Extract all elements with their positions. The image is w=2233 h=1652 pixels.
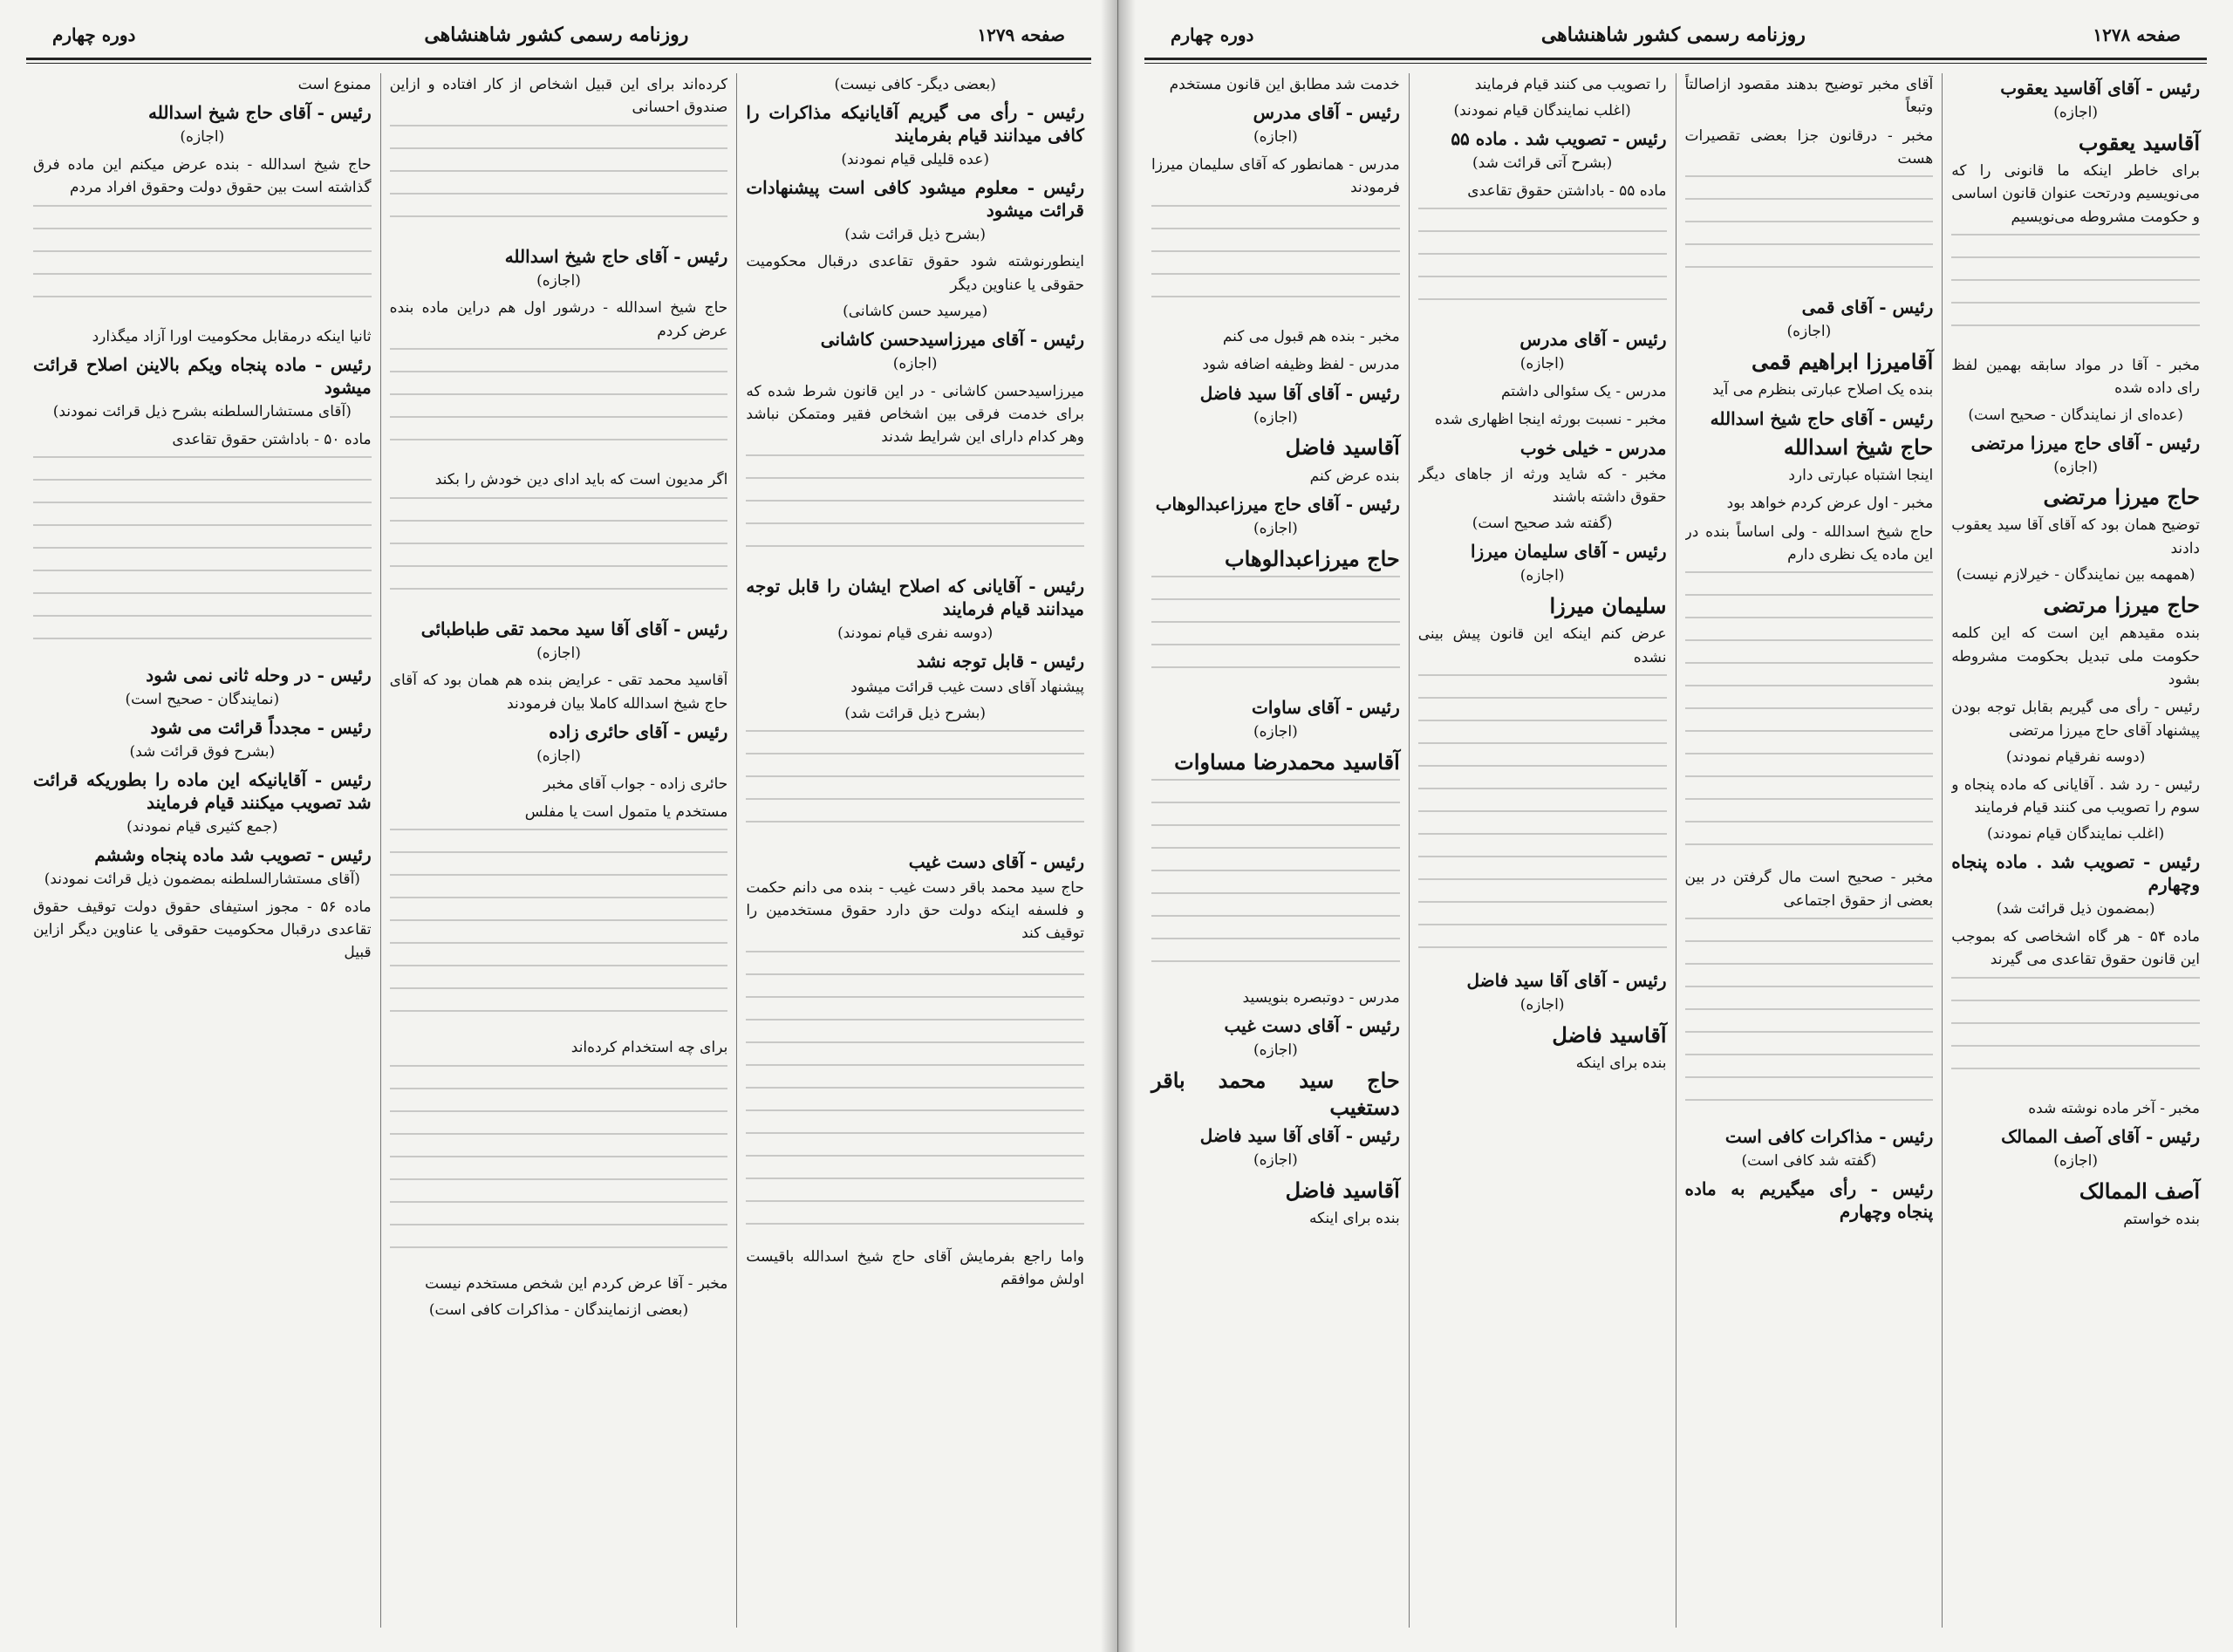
page-header [1118,16,2233,54]
paragraph: اینجا اشتباه عبارتی دارد [1788,466,1934,484]
speaker-line: رئیس - آقای مدرس [1253,102,1400,124]
paragraph: اینطورنوشته شود حقوق تقاعدی درقبال محکومیت حقوقی یا عناوین دیگر [746,253,1084,294]
speaker-name: آقاسید فاضل [1285,1178,1400,1204]
audience-note: (آقای مستشارالسلطنه بشرح ذیل قرائت نمودند) [52,403,352,421]
speaker-line: رئیس - آقای آقا سید فاضل [1466,969,1667,991]
columns [1143,73,2209,1628]
speaker-line: رئیس - آقای حاج شیخ اسدالله [504,245,728,267]
speaker-name: حاج شیخ اسدالله [1783,433,1934,460]
paragraph: آقاسید محمد تقی - عرایض بنده هم همان بود که آقای حاج شیخ اسدالله کاملا بیان فرمودند [389,672,728,713]
speaker-name: آقامیرزا ابراهیم قمی [1752,349,1934,375]
paragraph: ماده ۵۰ - باداشتن حقوق تقاعدی [172,430,372,448]
paragraph: رئیس - رد شد . آقایانی که ماده پنجاه و سوم را تصویب می کنند قیام فرمایند [1951,775,2200,817]
speaker-line: رئیس - در وحله ثانی نمی شود [146,665,372,686]
speaker-line: رئیس - تصویب شد . ماده ۵۵ [1451,128,1667,150]
paragraph: رئیس - رأی می گیریم بقابل توجه بودن پیشنهاد آقای حاج میرزا مرتضی [1951,699,2200,740]
text-block [1418,674,1667,962]
header-rule [26,58,1091,60]
speaker-name: حاج میرزاعبدالوهاب [1225,545,1400,571]
paragraph: میرزاسیدحسن کاشانی - در این قانون شرط شده که برای خدمت فرقی بین اشخاص فقیر ومتمکن نباشد وهر کدام دارای این شرایط شدند [746,382,1084,447]
audience-note: (دوسه نفری قیام نمودند) [837,624,994,642]
audience-note: (اجازه) [2053,1151,2099,1170]
text-block [1151,205,1400,318]
paragraph: مخبر - که شاید ورثه از جاهای دیگر حقوق داشته باشند [1417,465,1667,507]
paragraph: مخبر - نسبت بورثه اینجا اظهاری شده [1434,411,1667,429]
speaker-line: رئیس - آقای آقا سید فاضل [1199,382,1400,404]
speaker-line: رئیس - رأی میگیریم به ماده پنجاه وچهارم [1684,1178,1934,1222]
paragraph: اگر مدیون است که باید ادای دین خودش را بکند [434,471,728,489]
page-header [0,16,1117,54]
text-block [390,497,728,611]
audience-note: (اجازه) [2053,458,2099,476]
text-block [1951,234,2200,347]
audience-note: (اجازه) [1253,1151,1298,1170]
audience-note: (نمایندگان - صحیح است) [125,691,280,709]
page-number: صفحه ۱۲۷۹ [977,24,1065,45]
paragraph: توضیح همان بود که آقای آقا سید یعقوب دادند [1951,516,2200,557]
speaker-line: رئیس - مجدداً قرائت می شود [150,717,372,739]
audience-note: (میرسید حسن کاشانی) [843,303,988,321]
audience-note: (بعضی دیگر- کافی نیست) [834,76,996,93]
paragraph: مخبر - بنده هم قبول می کنم [1222,327,1400,345]
columns [24,73,1093,1628]
paragraph: بنده خواستم [2123,1210,2200,1228]
text-block [1685,918,1934,1118]
speaker-line: رئیس - آقای آقا سید فاضل [1199,1125,1400,1147]
speaker-line: رئیس - آقای حاج شیخ اسدالله [1710,407,1934,429]
paragraph: حاج شیخ اسدالله - درشور اول هم دراین ماده بنده عرض کردم [389,299,728,340]
paragraph: بنده برای اینکه [1309,1210,1400,1228]
audience-note: (بشرح فوق قرائت شد) [129,743,276,761]
speaker-line: رئیس - آقایانی که اصلاح ایشان را قابل توجه میدانند قیام فرمایند [746,575,1084,619]
column-4 [1143,73,1409,1628]
audience-note: (اجازه) [1253,128,1298,147]
speaker-line: رئیس - آقای دست غیب [908,850,1084,872]
text-block [1151,576,1400,689]
audience-note: (گفته شد کافی است) [1741,1151,1877,1170]
column-1 [736,73,1093,1628]
paragraph: مخبر - اول عرض کردم خواهد بود [1726,495,1934,513]
paragraph: مخبر - درقانون جزا بعضی تقصیرات هست [1684,126,1934,168]
speaker-line: رئیس - آقای حائری زاده [549,721,728,742]
audience-note: (آقای مستشارالسلطنه بمضمون ذیل قرائت نمودند) [44,870,360,888]
audience-note: (بشرح آتی قرائت شد) [1472,154,1613,173]
speaker-name: آقاسید فاضل [1552,1021,1667,1048]
audience-note: (عده‌ای از نمایندگان - صحیح است) [1968,406,2183,424]
audience-note: (اجازه) [2053,104,2099,121]
audience-note: (اغلب نمایندگان قیام نمودند) [1987,825,2165,843]
audience-note: (اجازه) [1519,567,1565,585]
audience-note: (اجازه) [1519,355,1565,373]
paragraph: مستخدم یا متمول است یا مفلس [524,803,728,822]
paragraph: بنده برای اینکه [1575,1054,1667,1072]
speaker-line: رئیس - مذاکرات کافی است [1724,1125,1934,1147]
speaker-line: رئیس - آقای حاج میرزا مرتضی [1970,432,2200,454]
text-block [390,125,728,238]
header-rule-thin [26,63,1091,64]
column-1 [1942,73,2209,1628]
paragraph: ممنوع است [297,76,372,93]
speaker-line: رئیس - آقای قمی [1801,297,1934,318]
audience-note: (اجازه) [1786,323,1832,341]
audience-note: (بشرح ذیل قرائت شد) [844,225,987,243]
audience-note: (همهمه بین نمایندگان - خیرلازم نیست) [1956,566,2195,584]
audience-note: (جمع کثیری قیام نمودند) [126,817,278,836]
right-page [1118,0,2233,1652]
paragraph: مخبر - آخر ماده نوشته شده [2028,1099,2200,1117]
paragraph: را تصویب می کنند قیام فرمایند [1474,76,1667,93]
text-block [33,205,372,318]
audience-note: (اجازه) [1253,408,1298,427]
speaker-name: حاج میرزا مرتضی [2043,591,2200,618]
paragraph: خدمت شد مطابق این قانون مستخدم [1169,76,1400,93]
audience-note: (بشرح ذیل قرائت شد) [844,704,987,722]
speaker-line: رئیس - ماده پنجاه ویکم بالاینن اصلاح قرائت میشود [32,354,372,399]
speaker-line: رئیس - آقای ساوات [1252,696,1400,718]
speaker-line: رئیس - آقای مدرس [1519,329,1667,351]
paragraph: حاج شیخ اسدالله - بنده عرض میکنم این ماده فرق گذاشته است بین حقوق دولت وحقوق افراد مردم [32,156,372,197]
audience-note: (اجازه) [536,644,581,662]
speaker-line: رئیس - آقای آصف الممالک [2001,1125,2200,1147]
audience-note: (اغلب نمایندگان قیام نمودند) [1453,102,1631,120]
paragraph: مخبر - آقا عرض کردم این شخص مستخدم نیست [425,1274,728,1293]
paragraph: حائری زاده - جواب آقای مخبر [543,775,728,793]
paragraph: کرده‌اند برای این قبیل اشخاص از کار افتاده و ازاین صندوق احسانی [389,76,728,117]
speaker-line: رئیس - تصویب شد . ماده پنجاه وچهارم [1951,851,2200,896]
speaker-line: رئیس - آقای دست غیب [1224,1015,1400,1037]
speaker-name: حاج سید محمد باقر دستغیب [1151,1067,1400,1121]
paragraph: بنده عرض کنم [1309,467,1400,485]
speaker-line: رئیس - آقای آقا سید محمد تقی طباطبائی [420,618,728,639]
speaker-name: آصف الممالک [2079,1178,2200,1204]
paragraph: بنده مقیدهم این است که این کلمه حکومت ملی تبدیل بحکومت مشروطه بشود [1951,625,2200,688]
paragraph: بنده یک اصلاح عبارتی بنظرم می آید [1711,381,1934,399]
column-2 [1676,73,1943,1628]
newspaper-title: روزنامه رسمی کشور شاهنشاهی [1540,24,1806,46]
text-block [1685,571,1934,859]
speaker-line: رئیس - آقای حاج شیخ اسدالله [148,102,372,124]
paragraph: آقای مخبر توضیح بدهند مقصود ازاصالتاً وتبعاً [1684,76,1934,117]
audience-note: (اجازه) [1253,519,1298,537]
page-number: صفحه ۱۲۷۸ [2093,24,2181,45]
speaker-name: سلیمان میرزا [1549,593,1667,619]
audience-note: (اجازه) [536,271,581,290]
text-block [1418,208,1667,321]
paragraph: برای خاطر اینکه ما قانونی را که می‌نویسیم ودرتحت عنوان قانون اساسی و حکومت مشروطه می‌نویسیم [1951,161,2200,226]
text-block [1951,977,2200,1090]
audience-note: (بمضمون ذیل قرائت شد) [1996,900,2155,918]
paragraph: ثانیا اینکه درمقابل محکومیت اورا آزاد میگذارد [92,327,372,345]
text-block [746,730,1084,843]
audience-note: (اجازه) [1253,722,1298,741]
text-block [746,951,1084,1239]
column-2 [380,73,737,1628]
audience-note: (اجازه) [1253,1041,1298,1060]
text-block [1685,175,1934,289]
speaker-line: مدرس - خیلی خوب [1519,437,1667,459]
speaker-line: رئیس - آقای حاج میرزاعبدالوهاب [1155,493,1400,515]
audience-note: (اجازه) [536,747,581,765]
speaker-line: رئیس - آقای میرزاسیدحسن کاشانی [820,328,1084,350]
paragraph: ماده ۵۶ - مجوز استیفای حقوق دولت توقیف حقوق تقاعدی درقبال محکومیت حقوقی یا عناوین دیگر ازاین قبیل [32,898,372,962]
audience-note: (اجازه) [1519,995,1565,1014]
audience-note: (اجازه) [892,354,938,372]
paragraph: عرض کنم اینکه این قانون پیش بینی نشده [1417,625,1667,666]
paragraph: مدرس - لفظ وظیفه اضافه شود [1202,356,1400,374]
text-block [390,348,728,461]
audience-note: (دوسه نفرقیام نمودند) [2005,747,2146,766]
speaker-line: رئیس - آقای سلیمان میرزا [1470,541,1667,563]
newspaper-title: روزنامه رسمی کشور شاهنشاهی [424,24,689,46]
paragraph: مخبر - صحیح است مال گرفتن در بین بعضی از حقوق اجتماعی [1684,869,1934,910]
paragraph: پیشنهاد آقای دست غیب قرائت میشود [850,678,1084,696]
paragraph: واما راجع بفرمایش آقای حاج شیخ اسدالله باقیست اولش موافقم [746,1247,1084,1289]
speaker-name: آقاسید یعقوب [2078,129,2200,155]
speaker-name: آقاسید محمدرضا مساوات [1174,748,1400,775]
paragraph: مدرس - دوتبصره بنویسید [1242,988,1400,1007]
edition-label: دوره چهارم [52,24,136,45]
paragraph: حاج سید محمد باقر دست غیب - بنده می دانم حکمت و فلسفه اینکه دولت حق دارد حقوق مستخدمین را توقیف کند [746,878,1084,943]
text-block [390,829,728,1029]
audience-note: (بعضی ازنمایندگان - مذاکرات کافی است) [428,1301,689,1320]
audience-note: (اجازه) [180,128,225,147]
speaker-line: رئیس - آقای آقاسید یعقوب [2000,78,2200,99]
paragraph: مخبر - آقا در مواد سابقه بهمین لفظ رای داده شده [1951,357,2200,398]
speaker-line: رئیس - معلوم میشود کافی است پیشنهادات قرائت میشود [746,176,1084,221]
edition-label: دوره چهارم [1171,24,1254,45]
header-rule [1144,58,2207,60]
speaker-line: رئیس - آقایانیکه این ماده را بطوریکه قرائت شد تصویب میکنند قیام فرمایند [32,768,372,813]
paragraph: برای چه استخدام کرده‌اند [570,1039,728,1057]
column-3 [24,73,380,1628]
paragraph: حاج شیخ اسدالله - ولی اساساً بنده در این ماده یک نظری دارم [1684,522,1934,563]
audience-note: (عده قلیلی قیام نمودند) [841,150,989,168]
paragraph: مدرس - یک سئوالی داشتم [1500,383,1667,401]
text-block [33,456,372,657]
audience-note: (گفته شد صحیح است) [1472,515,1613,533]
speaker-line: رئیس - قابل توجه نشد [916,650,1084,672]
header-rule-thin [1144,63,2207,64]
text-block [390,1065,728,1266]
speaker-name: آقاسید فاضل [1285,434,1400,461]
speaker-name: حاج میرزا مرتضی [2043,484,2200,510]
paragraph: ماده ۵۵ - باداشتن حقوق تقاعدی [1467,181,1667,200]
column-3 [1409,73,1676,1628]
text-block [746,454,1084,568]
paragraph: مدرس - همانطور که آقای سلیمان میرزا فرمودند [1151,156,1400,197]
speaker-line: رئیس - رأی می گیریم آقایانیکه مذاکرات را کافی میدانند قیام بفرمایند [746,101,1084,146]
speaker-line: رئیس - تصویب شد ماده پنجاه وششم [94,843,372,865]
text-block [1151,779,1400,980]
paragraph: ماده ۵۴ - هر گاه اشخاصی که بموجب این قانون حقوق تقاعدی می گیرند [1951,927,2200,969]
